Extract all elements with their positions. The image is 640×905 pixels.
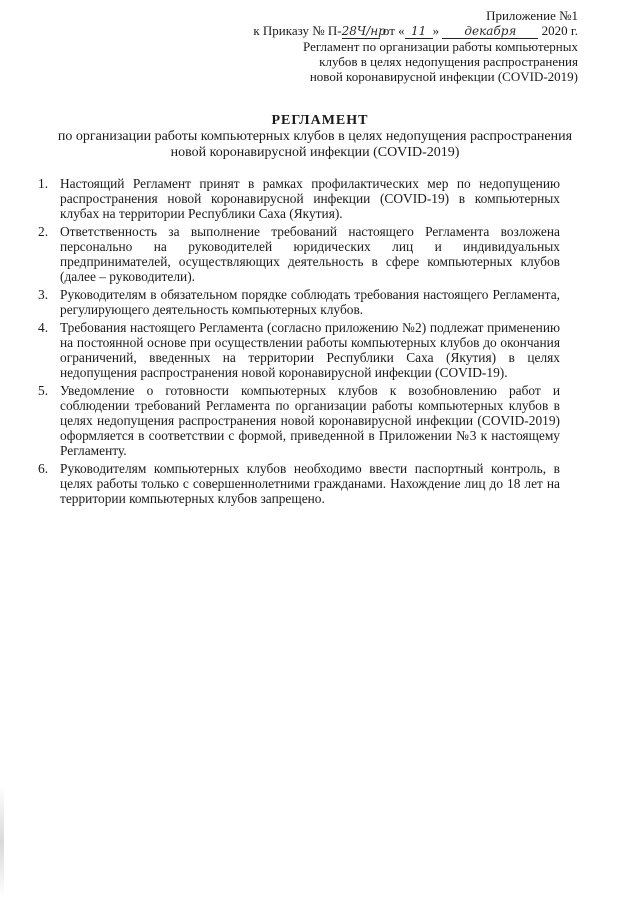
- item-number: 4.: [38, 320, 49, 335]
- date-from: от «: [382, 23, 405, 38]
- document-title: РЕГЛАМЕНТ: [271, 113, 369, 128]
- header-subline: клубов в целях недопущения распространения: [319, 54, 578, 69]
- list-item: [38, 383, 560, 458]
- item-text: Руководителям компьютерных клубов необходимо ввести паспортный контроль, в целях работы только с совершеннолетними гражданами. Нахождение лиц до 18 лет на территории компьютерных клубов запрещено.: [60, 461, 560, 506]
- date-close-quote: »: [432, 23, 440, 38]
- header-subline: Регламент по организации работы компьютерных: [303, 39, 578, 54]
- appendix-header: [218, 8, 578, 84]
- item-text: Руководителям в обязательном порядке соблюдать требования настоящего Регламента, регулирующего деятельность компьютерных клубов.: [60, 287, 560, 317]
- order-day-handwritten: 11: [405, 25, 433, 39]
- appendix-label: Приложение №1: [486, 8, 578, 23]
- subtitle-line: по организации работы компьютерных клубов в целях недопущения распространения: [57, 129, 573, 144]
- item-text: Уведомление о готовности компьютерных клубов к возобновлению работ и соблюдении требований Регламента по организации работы компьютерных клубов в целях недопущения распространения новой коронавирусной инфекции (COVID-2019) оформляется в соответствии с формой, приведенной в Приложении №3 к настоящему Регламенту.: [60, 383, 560, 458]
- list-item: [38, 320, 560, 380]
- item-text: Требования настоящего Регламента (согласно приложению №2) подлежат применению на постоянной основе при осуществлении работы компьютерных клубов до окончания ограничений, введенных на территории Республики Саха (Якутия) в целях недопущения распространения новой коронавирусной инфекции (COVID-19).: [60, 320, 560, 380]
- header-subline: новой коронавирусной инфекции (COVID-2019): [309, 69, 578, 84]
- subtitle-line: новой коронавирусной инфекции (COVID-2019): [170, 145, 460, 160]
- regulation-items: [38, 176, 560, 509]
- list-item: [38, 287, 560, 317]
- order-reference: [218, 23, 578, 39]
- item-text: Ответственность за выполнение требований настоящего Регламента возложена персонально на руководителей юридических лиц и индивидуальных предпринимателей, осуществляющих деятельность в сфере компьютерных клубов (далее – руководители).: [60, 224, 560, 284]
- list-item: [38, 176, 560, 221]
- list-item: [38, 461, 560, 506]
- item-number: 5.: [38, 383, 49, 398]
- order-prefix: к Приказу № П-: [253, 23, 342, 38]
- document-subtitle: [40, 129, 590, 161]
- item-number: 1.: [38, 176, 49, 191]
- item-text: Настоящий Регламент принят в рамках профилактических мер по недопущению распространения новой коронавирусной инфекции (COVID-19) в компьютерных клубах на территории Республики Саха (Якутия).: [60, 176, 560, 221]
- order-year: 2020 г.: [541, 23, 578, 38]
- item-number: 6.: [38, 461, 49, 476]
- order-month-handwritten: декабря: [442, 25, 538, 39]
- scan-edge-shadow: [0, 787, 4, 897]
- list-item: [38, 224, 560, 284]
- item-number: 3.: [38, 287, 49, 302]
- order-number-handwritten: 28Ч/нр: [341, 24, 386, 38]
- item-number: 2.: [38, 224, 49, 239]
